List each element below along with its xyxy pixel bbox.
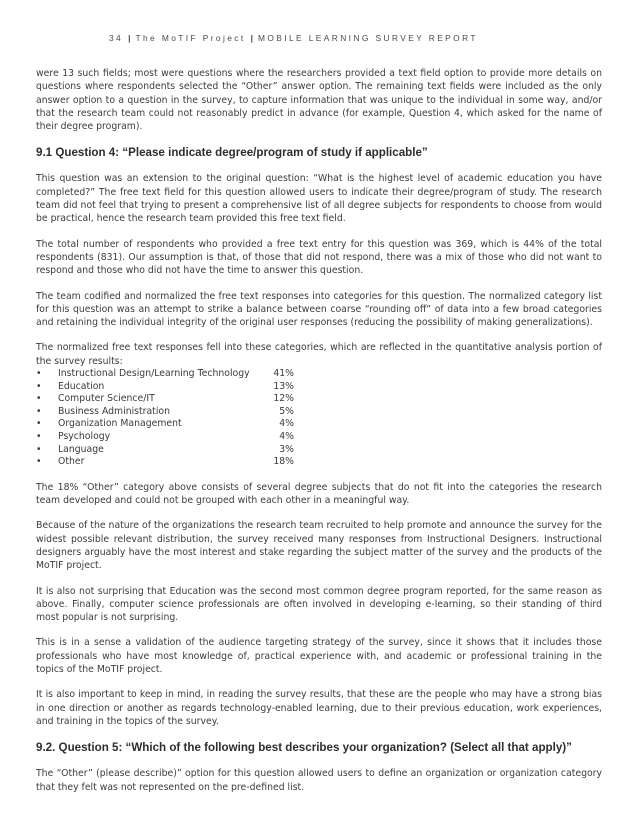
category-percent: 41% [273, 368, 294, 380]
list-item [36, 368, 294, 381]
header-separator: | [128, 33, 131, 43]
list-item [36, 418, 294, 431]
category-name: Instructional Design/Learning Technology [58, 368, 250, 380]
bullet: • [36, 456, 42, 468]
list-item [36, 456, 294, 469]
category-percent: 5% [279, 405, 294, 417]
category-percent: 12% [273, 393, 294, 405]
category-percent: 18% [273, 456, 294, 468]
paragraph: The team codified and normalized the free text responses into categories for this question. The normalized category list for this question was an attempt to strike a balance between coarse “rounding off” of data into a few broad categories and retaining the individual integrity of the original user responses (reducing the possibility of making generalizations). [36, 290, 602, 329]
paragraph: The normalized free text responses fell into these categories, which are reflected in the quantitative analysis portion of the survey results: [36, 342, 602, 367]
paragraph: Because of the nature of the organizations the research team recruited to help promote and announce the survey for the widest possible relevant distribution, the survey received many responses from Instructional Designers. Instructional designers arguably have the most interest and stake regarding the subject matter of the survey and the products of the MoTIF project. [36, 520, 602, 572]
running-header [109, 33, 478, 43]
paragraph: It is also important to keep in mind, in reading the survey results, that these are the people who may have a strong bias in one direction or another as regards technology-enabled learning, due to their previous education, work experiences, and training in the topics of the survey. [36, 689, 602, 727]
section-heading-9-2: 9.2. Question 5: “Which of the following best describes your organization? (Select all that apply)” [36, 741, 572, 755]
list-item [36, 393, 294, 406]
category-name: Psychology [58, 431, 111, 443]
bullet: • [36, 393, 42, 405]
category-percent: 13% [273, 380, 294, 392]
category-name: Organization Management [58, 418, 182, 430]
bullet: • [36, 405, 42, 417]
project-title: The MoTIF Project [135, 33, 246, 43]
paragraph: The “Other” (please describe)” option for this question allowed users to define an organization or organization category that they felt was not represented on the pre-defined list. [36, 768, 602, 793]
paragraph: The 18% “Other” category above consists of several degree subjects that do not fit into the categories the research team developed and could not be grouped with each other in a meaningful way. [36, 481, 602, 507]
header-separator: | [250, 33, 253, 43]
category-name: Other [58, 456, 85, 468]
list-item [36, 406, 294, 419]
list-item [36, 444, 294, 457]
category-percent: 3% [279, 443, 294, 455]
paragraph: The total number of respondents who provided a free text entry for this question was 369, which is 44% of the total respondents (831). Our assumption is that, of those that did not respond, there was a mix of those who did not want to respond and those who did not have the time to answer this question. [36, 238, 602, 277]
report-title: MOBILE LEARNING SURVEY REPORT [257, 33, 478, 43]
intro-paragraph: were 13 such fields; most were questions where the researchers provided a text field option to provide more details on questions where respondents selected the “Other” answer option. The remaining text fields were included as the only answer option to a question in the survey, to capture information that was unique to the individual in some way, and/or that the research team could not reasonably predict in advance (for example, Question 4, which asked for the name of their degree program). [36, 68, 602, 133]
bullet: • [36, 380, 42, 392]
section-heading-9-1: 9.1 Question 4: “Please indicate degree/program of study if applicable” [36, 146, 428, 160]
paragraph: This question was an extension to the original question: “What is the highest level of academic education you have completed?” The free text field for this question allowed users to indicate their degree/program of study. The research team did not feel that trying to present a comprehensive list of all degree subjects for respondents to choose from would be practical, hence the research team provided this free text field. [36, 173, 602, 225]
category-name: Computer Science/IT [58, 393, 155, 405]
bullet: • [36, 443, 42, 455]
category-percent: 4% [279, 418, 294, 430]
paragraph: This is in a sense a validation of the audience targeting strategy of the survey, since it shows that it includes those professionals who have most knowledge of, practical experience with, and academic or professional training in the topics of the MoTIF project. [36, 637, 602, 676]
paragraph: It is also not surprising that Education was the second most common degree program reported, for the same reason as above. Finally, computer science professionals are often involved in developing e-learning, so their standing of third most popular is not surprising. [36, 585, 602, 624]
category-percent: 4% [279, 431, 294, 443]
page-number: 34 [109, 33, 124, 43]
category-name: Education [58, 380, 105, 392]
bullet: • [36, 431, 42, 443]
list-item [36, 431, 294, 444]
category-name: Business Administration [58, 405, 170, 417]
category-list [36, 368, 294, 469]
list-item [36, 381, 294, 394]
bullet: • [36, 418, 42, 430]
category-name: Language [58, 443, 104, 455]
page-content [36, 67, 602, 806]
bullet: • [36, 368, 42, 380]
